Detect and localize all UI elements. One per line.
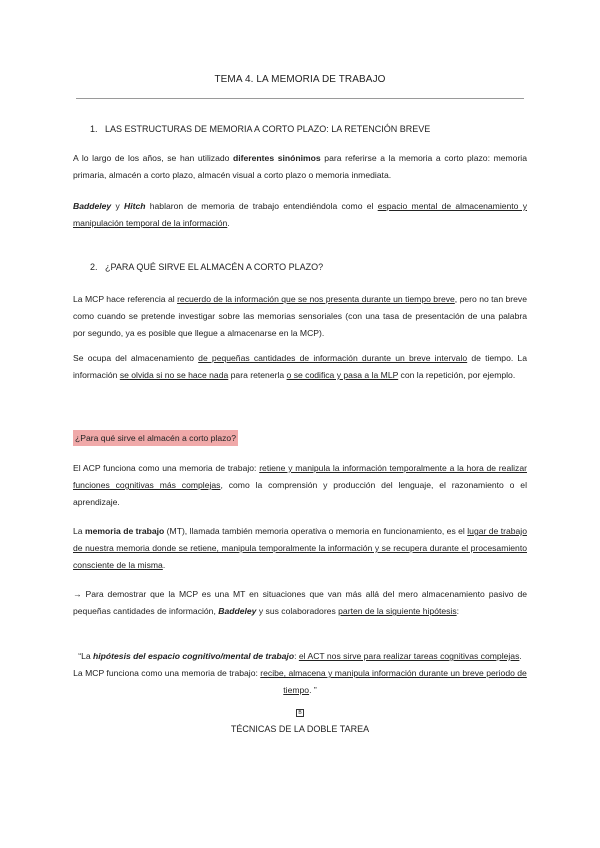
underlined-text: recuerdo de la información que se nos presenta durante un tiempo breve — [177, 294, 455, 304]
text-run: , pero no tan breve como cuando se pretende investigar sobre las memorias sensoriales (con una tasa de presentación de una palabra por segundo, ya es posible que llegue a almacenarse en la MCP). — [73, 294, 527, 338]
bullet-symbol — [0, 707, 600, 717]
subheading-dual-task: TÉCNICAS DE LA DOBLE TAREA — [230, 724, 370, 734]
section-heading-2 — [90, 262, 323, 272]
text-run: hablaron de memoria de trabajo entendiéndola como el — [145, 201, 378, 211]
text-run: El ACP funciona como una memoria de trabajo: — [73, 463, 260, 473]
paragraph-acp-function — [73, 460, 527, 511]
page-title: TEMA 4. LA MEMORIA DE TRABAJO — [214, 74, 386, 85]
section-number: 2. — [90, 262, 98, 272]
section-number: 1. — [90, 124, 98, 134]
text-run: : — [294, 651, 299, 661]
underlined-text: lugar de trabajo de nuestra memoria donde se retiene, manipula temporalmente la información y se recupera durante el procesamiento consciente de la misma — [73, 526, 527, 570]
paragraph-baddeley-hitch — [73, 198, 527, 232]
bold-text: memoria de trabajo — [84, 526, 165, 536]
text-run: . — [162, 560, 166, 570]
underlined-text: se olvida si no se hace nada — [119, 370, 229, 380]
paragraph-hypothesis-intro — [73, 586, 527, 620]
section-title: ¿PARA QUÉ SIRVE EL ALMACÉN A CORTO PLAZO? — [105, 262, 324, 272]
underlined-text: de pequeñas cantidades de información durante un breve intervalo — [198, 353, 468, 363]
text-run: para retenerla — [228, 370, 287, 380]
text-run: con la repetición, por ejemplo. — [398, 370, 516, 380]
author-name: Baddeley — [218, 606, 257, 616]
text-run: “La — [78, 651, 94, 661]
author-name: Hitch — [124, 201, 146, 211]
text-run: , como la comprensión y producción del lenguaje, el razonamiento o el aprendizaje. — [73, 480, 527, 507]
bold-text: diferentes sinónimos — [233, 153, 321, 163]
text-run: La — [73, 526, 85, 536]
paragraph-mcp-definition — [73, 291, 527, 342]
paragraph-working-memory — [73, 523, 527, 574]
section-title: LAS ESTRUCTURAS DE MEMORIA A CORTO PLAZO: LA RETENCIÓN BREVE — [105, 124, 431, 134]
text-run: y — [111, 201, 125, 211]
text-run: La MCP hace referencia al — [73, 294, 178, 304]
text-run: . ” — [309, 685, 317, 695]
underlined-text: recibe, almacena y manipula información durante un breve periodo de tiempo — [260, 668, 527, 695]
author-name: Baddeley — [73, 201, 112, 211]
emphasized-text: hipótesis del espacio cognitivo/mental de trabajo — [93, 651, 295, 661]
text-run: de tiempo. La información — [73, 353, 527, 380]
highlighted-question: ¿Para qué sirve el almacén a corto plazo? — [73, 430, 238, 446]
underlined-text: el ACT nos sirve para realizar tareas cognitivas complejas — [298, 651, 520, 661]
text-run: Se ocupa del almacenamiento — [73, 353, 199, 363]
text-run: para referirse a la memoria a corto plazo: memoria primaria, almacén a corto plazo, almacén visual a corto plazo o memoria inmediata. — [73, 153, 527, 180]
paragraph-synonyms — [73, 150, 527, 184]
title-divider — [76, 98, 524, 99]
text-run: (MT), llamada también memoria operativa o memoria en funcionamiento, es el — [164, 526, 468, 536]
text-run: y sus colaboradores — [256, 606, 339, 616]
text-run: : — [456, 606, 460, 616]
underlined-text: retiene y manipula la información temporalmente a la hora de realizar funciones cognitivas más complejas — [73, 463, 527, 490]
underlined-text: parten de la siguiente hipótesis — [338, 606, 457, 616]
hypothesis-quote — [73, 648, 527, 699]
text-run: . — [227, 218, 230, 228]
text-run: A lo largo de los años, se han utilizado — [73, 153, 234, 163]
underlined-text: o se codifica y pasa a la MLP — [286, 370, 399, 380]
text-run: → Para demostrar que la MCP es una MT en situaciones que van más allá del mero almacenamiento pasivo de pequeñas cantidades de información, — [73, 589, 527, 616]
text-run: . La MCP funciona como una memoria de trabajo: — [73, 651, 522, 678]
section-heading-1 — [90, 124, 430, 134]
box-icon: B — [296, 709, 304, 717]
paragraph-storage — [73, 350, 527, 384]
underlined-text: espacio mental de almacenamiento y manipulación temporal de la información — [73, 201, 527, 228]
